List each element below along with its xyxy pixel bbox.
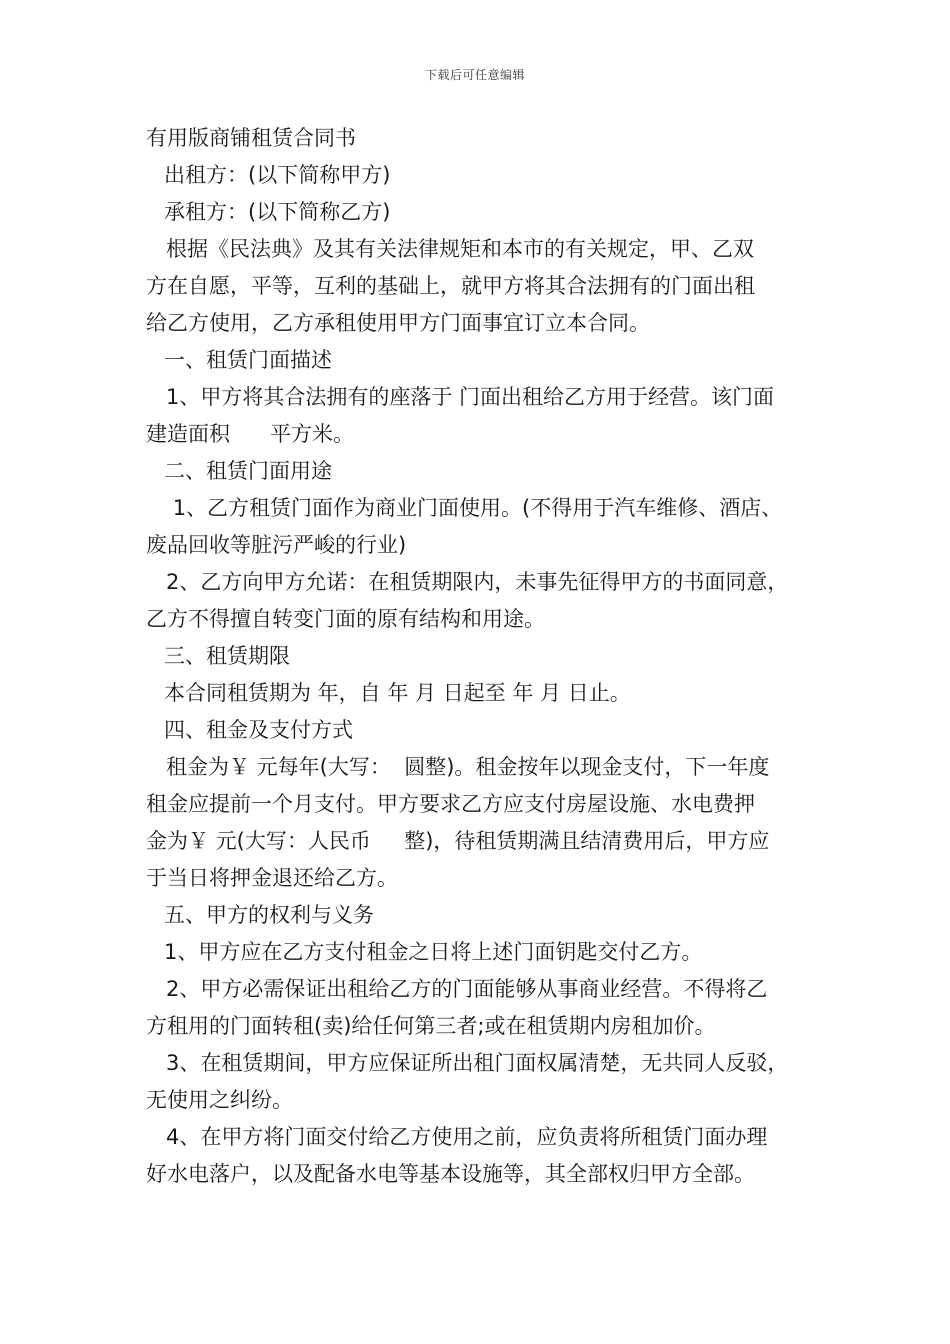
body-line: 租金应提前一个月支付。甲方要求乙方应支付房屋设施、水电费押 [146, 792, 755, 816]
body-line: 好水电落户，以及配备水电等基本设施等，其全部权归甲方全部。 [146, 1162, 755, 1186]
document-body [146, 157, 814, 1193]
body-line: 2、乙方向甲方允诺：在租赁期限内，未事先征得甲方的书面同意， [166, 570, 789, 594]
body-line: 金为￥ 元(大写：人民币 整)，待租赁期满且结清费用后，甲方应 [146, 829, 770, 853]
body-line: 1、甲方将其合法拥有的座落于 门面出租给乙方用于经营。该门面 [166, 385, 775, 409]
body-line: 出租方：(以下简称甲方) [164, 163, 391, 187]
body-line: 给乙方使用，乙方承租使用甲方门面事宜订立本合同。 [146, 311, 650, 335]
body-line: 3、在租赁期间，甲方应保证所出租门面权属清楚，无共同人反驳， [166, 1051, 789, 1075]
body-line: 乙方不得擅自转变门面的原有结构和用途。 [146, 607, 545, 631]
section-heading: 二、租赁门面用途 [164, 459, 332, 483]
body-line: 4、在甲方将门面交付给乙方使用之前，应负责将所租赁门面办理 [166, 1125, 768, 1149]
section-heading: 三、租赁期限 [164, 644, 290, 668]
body-line: 本合同租赁期为 年，自 年 月 日起至 年 月 日止。 [164, 681, 631, 705]
section-heading: 一、租赁门面描述 [164, 348, 332, 372]
contract-document [146, 120, 814, 1193]
body-line: 租金为￥ 元每年(大写： 圆整)。租金按年以现金支付，下一年度 [166, 755, 770, 779]
section-heading: 四、租金及支付方式 [164, 718, 353, 742]
body-line: 方在自愿，平等，互利的基础上，就甲方将其合法拥有的门面出租 [146, 274, 755, 298]
body-line: 1、甲方应在乙方支付租金之日将上述门面钥匙交付乙方。 [164, 940, 703, 964]
body-line: 根据《民法典》及其有关法律规矩和本市的有关规定，甲、乙双 [166, 237, 754, 261]
body-line: 建造面积 平方米。 [146, 422, 355, 446]
section-heading: 五、甲方的权利与义务 [164, 903, 374, 927]
body-line: 2、甲方必需保证出租给乙方的门面能够从事商业经营。不得将乙 [166, 977, 768, 1001]
body-line: 无使用之纠纷。 [146, 1088, 293, 1112]
body-line: 方租用的门面转租(卖)给任何第三者;或在租赁期内房租加价。 [146, 1014, 716, 1038]
body-line: 废品回收等脏污严峻的行业) [146, 533, 407, 557]
page-header-note: 下载后可任意编辑 [424, 68, 525, 82]
body-line: 于当日将押金退还给乙方。 [146, 866, 398, 890]
body-line: 1、乙方租赁门面作为商业门面使用。(不得用于汽车维修、酒店、 [166, 496, 783, 520]
document-title: 有用版商铺租赁合同书 [146, 126, 356, 150]
body-line: 承租方：(以下简称乙方) [164, 200, 391, 224]
